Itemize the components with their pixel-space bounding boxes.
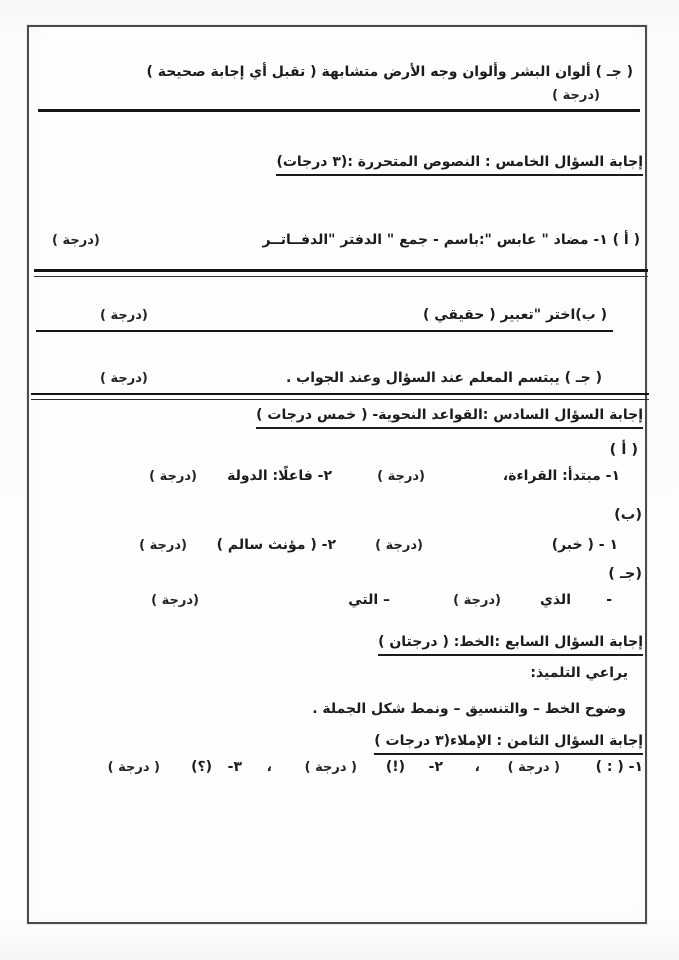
answer-q5b: ( ب)اختر "تعبير ( حقيقي ) — [422, 307, 607, 323]
answer-q8-2: (!) — [385, 759, 405, 775]
mark-q8-3: ( درجة ) — [107, 760, 160, 775]
answer-q8-3: (؟) — [191, 759, 212, 775]
answer-q6b-2: ٢- ( مؤنث سالم ) — [216, 537, 336, 553]
answer-q7-line2: وضوح الخط – والتنسيق – ونمط شكل الجملة . — [312, 701, 626, 717]
answer-q6b-1: ١ - ( خبر) — [551, 537, 618, 553]
answer-q6a-1: ١- مبتدأ: القراءة، — [502, 468, 620, 484]
answer-q6c-1: الذي — [540, 592, 571, 608]
mark-q6b-1: (درجة ) — [375, 538, 423, 553]
mark-q8-2: ( درجة ) — [304, 760, 357, 775]
answer-q6c-dash: - — [606, 592, 612, 608]
answer-q8-1: ١- ( : ) — [595, 759, 643, 775]
answer-q4c: ( جـ ) ألوان البشر وألوان وجه الأرض متشابهة ( تقبل أي إجابة صحيحة ) — [146, 64, 633, 80]
answer-q5c: ( جـ ) يبتسم المعلم عند السؤال وعند الجواب . — [285, 370, 602, 386]
q8-comma-2: ، — [266, 759, 272, 775]
label-q6a: ( أ ) — [609, 442, 638, 458]
heading-q8: إجابة السؤال الثامن : الإملاء(٣ درجات ) — [374, 731, 643, 755]
mark-q5c: (درجة ) — [100, 371, 148, 386]
answer-q6c-2: – التي — [348, 592, 390, 608]
mark-q5b: (درجة ) — [100, 308, 148, 323]
mark-q4c: (درجة ) — [552, 88, 600, 103]
mark-q6a-2: (درجة ) — [149, 469, 197, 484]
heading-q5: إجابة السؤال الخامس : النصوص المتحررة :(٣ درجات) — [276, 152, 643, 176]
answer-q8-2-num: ٢- — [428, 759, 443, 775]
mark-q5a: (درجة ) — [52, 233, 100, 248]
mark-q6a-1: (درجة ) — [377, 469, 425, 484]
answer-q8-3-num: ٣- — [227, 759, 242, 775]
mark-q6b-2: (درجة ) — [139, 538, 187, 553]
divider-3 — [36, 330, 613, 332]
divider-4 — [31, 393, 649, 400]
label-q6b: (ب) — [614, 507, 642, 523]
answer-q6a-2: ٢- فاعلًا: الدولة — [227, 468, 332, 484]
q8-comma-1: ، — [474, 759, 480, 775]
divider-2 — [34, 269, 648, 277]
answer-q7-line1: يراعي التلميذ: — [530, 665, 628, 681]
heading-q7: إجابة السؤال السابع :الخط: ( درجتان ) — [378, 632, 643, 656]
heading-q6: إجابة السؤال السادس :القواعد النحوية- ( خمس درجات ) — [256, 405, 643, 429]
answer-q5a: ( أ ) ١- مضاد " عابس ":باسم - جمع " الدفتر "الدفــاتــر — [262, 232, 640, 248]
mark-q8-1: ( درجة ) — [507, 760, 560, 775]
mark-q6c-2: (درجة ) — [151, 593, 199, 608]
mark-q6c-1: (درجة ) — [453, 593, 501, 608]
label-q6c: (جـ ) — [608, 566, 642, 582]
divider-1 — [38, 109, 640, 112]
